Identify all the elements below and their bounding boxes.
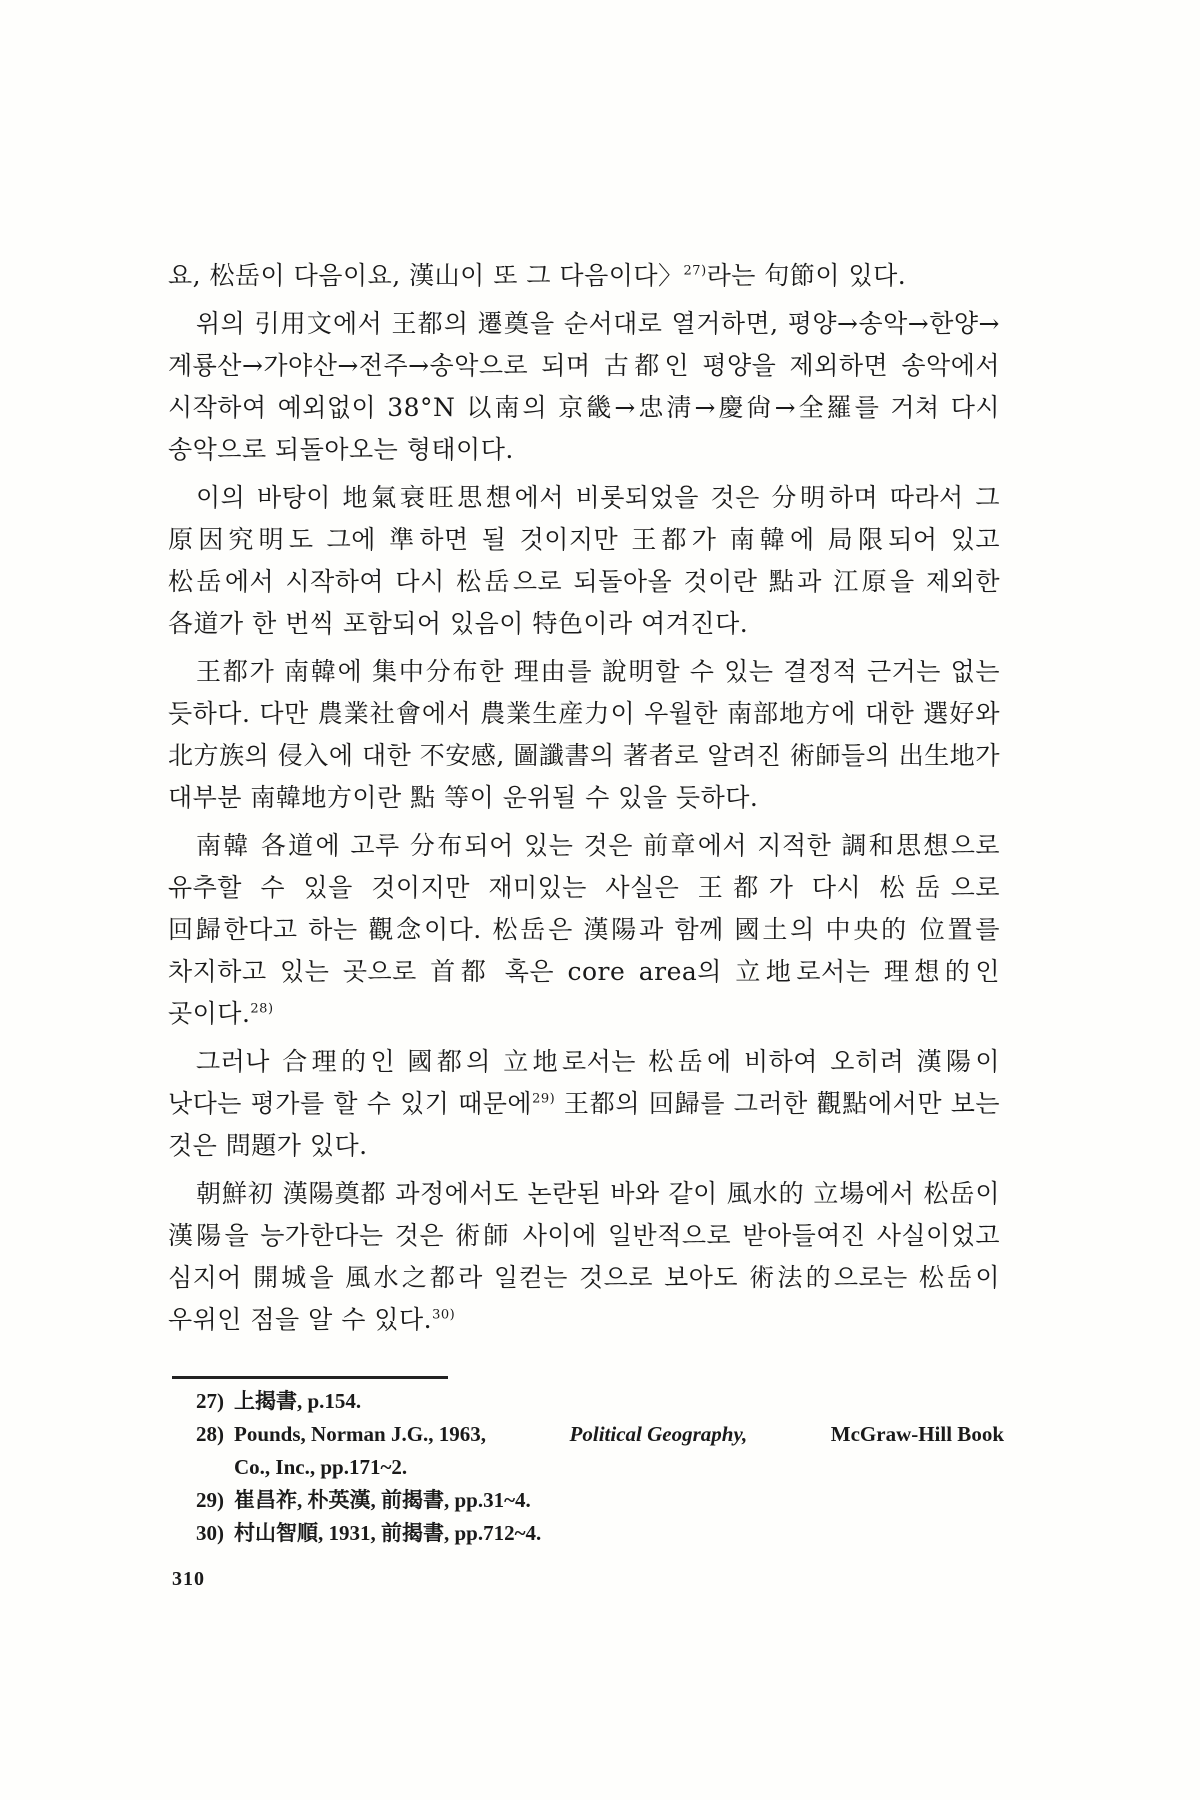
footnote-ref-28: 28): [250, 1001, 274, 1017]
footnote-ref-27: 27): [683, 263, 707, 279]
paragraph-2: 위의 引用文에서 王都의 遷奠을 순서대로 열거하면, 평양→송악→한양→계룡산→가야산→전주→송악으로 되며 古都인 평양을 제외하면 송악에서 시작하여 예외없이 38°N 以南의 京畿→忠淸→慶尙→全羅를 거쳐 다시 송악으로 되돌아오는 형태이다.: [168, 309, 1000, 464]
body-text: [168, 255, 1000, 1347]
footnote-text: [234, 1418, 1004, 1484]
paragraph-1: [168, 255, 1000, 297]
paragraph-6-text: 그러나 合理的인 國都의 立地로서는 松岳에 비하여 오히려 漢陽이 낫다는 평가를 할 수 있기 때문에: [168, 1047, 1000, 1118]
page-number: 310: [172, 1568, 205, 1590]
footnote-28-authors: Pounds, Norman J.G., 1963,: [234, 1422, 487, 1446]
footnote-divider: [172, 1376, 448, 1379]
paragraph-7-text: 朝鮮初 漢陽奠都 과정에서도 논란된 바와 같이 風水的 立場에서 松岳이 漢陽을 능가한다는 것은 術師 사이에 일반적으로 받아들여진 사실이었고 심지어 開城을 風水之都라 일컫는 것으로 보아도 術法的으로는 松岳이 우위인 점을 알 수 있다.: [168, 1179, 1000, 1334]
footnote-29: [196, 1484, 1004, 1517]
paragraph-5-text: 南韓 各道에 고루 分布되어 있는 것은 前章에서 지적한 調和思想으로 유추할 수 있을 것이지만 재미있는 사실은 王都가 다시 松岳으로 回歸한다고 하는 觀念이다. 松岳은 漢陽과 함께 國土의 中央的 位置를 차지하고 있는 곳으로 首都 혹은 core area의 立地로서는 理想的인 곳이다.: [168, 831, 1000, 1028]
footnote-text: 村山智順, 1931, 前揭書, pp.712~4.: [234, 1521, 542, 1545]
paragraph-1-text-after: 라는 句節이 있다.: [706, 261, 907, 290]
footnote-30: [196, 1517, 1004, 1550]
footnote-28-line-1: [234, 1418, 1004, 1451]
paragraph-1-text: 요, 松岳이 다음이요, 漢山이 또 그 다음이다〉: [168, 261, 684, 290]
paragraph-7: [168, 1173, 1000, 1341]
footnote-28: [196, 1418, 1004, 1484]
footnote-28-publisher: McGraw-Hill Book: [830, 1422, 1004, 1446]
footnote-ref-29: 29): [532, 1091, 556, 1107]
footnote-text: 上揭書, p.154.: [234, 1389, 362, 1413]
paragraph-5: [168, 825, 1000, 1035]
footnote-number: 27): [196, 1389, 224, 1413]
paragraph-6: [168, 1041, 1000, 1167]
footnote-28-title: Political Geography,: [569, 1422, 748, 1446]
paragraph-3: 이의 바탕이 地氣衰旺思想에서 비롯되었을 것은 分明하며 따라서 그 原因究明도 그에 準하면 될 것이지만 王都가 南韓에 局限되어 있고 松岳에서 시작하여 다시 松岳으로 되돌아올 것이란 點과 江原을 제외한 各道가 한 번씩 포함되어 있음이 特色이라 여겨진다.: [168, 483, 1000, 638]
footnote-number: 30): [196, 1521, 224, 1545]
footnote-28-line-2: Co., Inc., pp.171~2.: [234, 1455, 408, 1479]
footnote-27: [196, 1385, 1004, 1418]
footnote-ref-30: 30): [432, 1307, 456, 1323]
paragraph-4: 王都가 南韓에 集中分布한 理由를 說明할 수 있는 결정적 근거는 없는 듯하다. 다만 農業社會에서 農業生産力이 우월한 南部地方에 대한 選好와 北方族의 侵入에 대한 不安感, 圖讖書의 著者로 알려진 術師들의 出生地가 대부분 南韓地方이란 點 等이 운위될 수 있을 듯하다.: [168, 657, 1000, 812]
footnote-number: 28): [196, 1422, 224, 1446]
footnote-text: 崔昌祚, 朴英漢, 前揭書, pp.31~4.: [234, 1488, 531, 1512]
footnotes: [196, 1385, 1004, 1550]
footnote-number: 29): [196, 1488, 224, 1512]
paragraph-6-text-after: 王都의 回歸를 그러한 觀點에서만 보는 것은 問題가 있다.: [168, 1089, 1000, 1160]
